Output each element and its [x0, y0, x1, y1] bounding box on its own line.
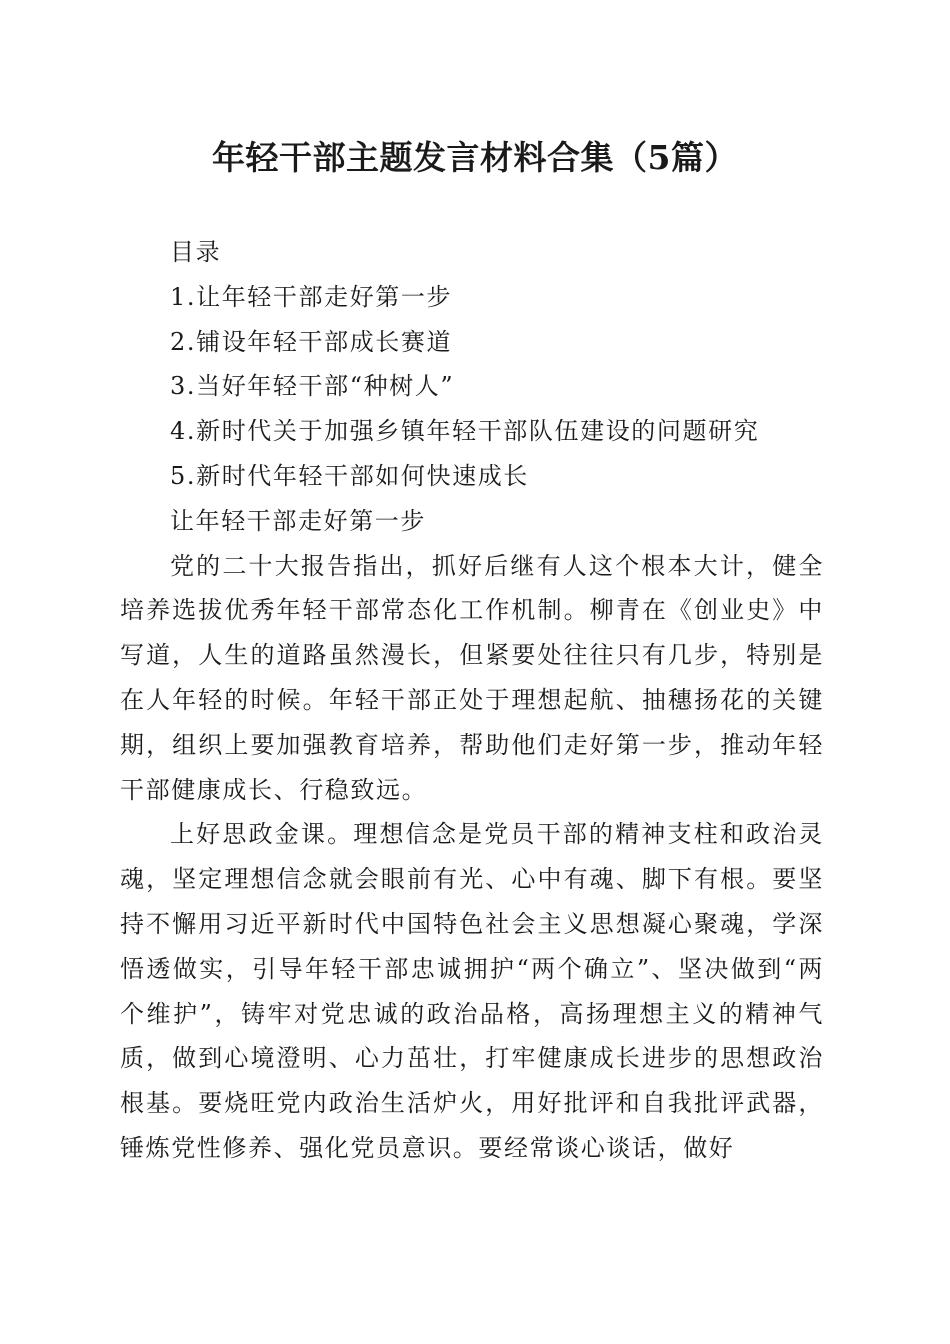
- document-title: 年轻干部主题发言材料合集（5篇）: [212, 138, 738, 177]
- toc-item: 2.铺设年轻干部成长赛道: [170, 327, 453, 356]
- toc-item: 3.当好年轻干部“种树人”: [170, 372, 455, 401]
- toc-item: 5.新时代年轻干部如何快速成长: [170, 461, 529, 490]
- toc-item: 4.新时代关于加强乡镇年轻干部队伍建设的问题研究: [170, 417, 760, 446]
- toc-item: 1.让年轻干部走好第一步: [170, 282, 453, 311]
- body-paragraph: 党的二十大报告指出，抓好后继有人这个根本大计，健全培养选拔优秀年轻干部常态化工作机制。柳青在《创业史》中写道，人生的道路虽然漫长，但紧要处往往只有几步，特别是在人年轻的时候。年轻干部正处于理想起航、抽穗扬花的关键期，组织上要加强教育培养，帮助他们走好第一步，推动年轻干部健康成长、行稳致远。: [120, 551, 824, 804]
- document-body: [120, 230, 824, 1171]
- body-paragraph: 上好思政金课。理想信念是党员干部的精神支柱和政治灵魂，坚定理想信念就会眼前有光、心中有魂、脚下有根。要坚持不懈用习近平新时代中国特色社会主义思想凝心聚魂，学深悟透做实，引导年轻干部忠诚拥护“两个确立”、坚决做到“两个维护”，铸牢对党忠诚的政治品格，高扬理想主义的精神气质，做到心境澄明、心力茁壮，打牢健康成长进步的思想政治根基。要烧旺党内政治生活炉火，用好批评和自我批评武器，锤炼党性修养、强化党员意识。要经常谈心谈话，做好: [120, 820, 824, 1162]
- section-heading: 让年轻干部走好第一步: [170, 506, 426, 535]
- toc-heading: 目录: [170, 238, 222, 266]
